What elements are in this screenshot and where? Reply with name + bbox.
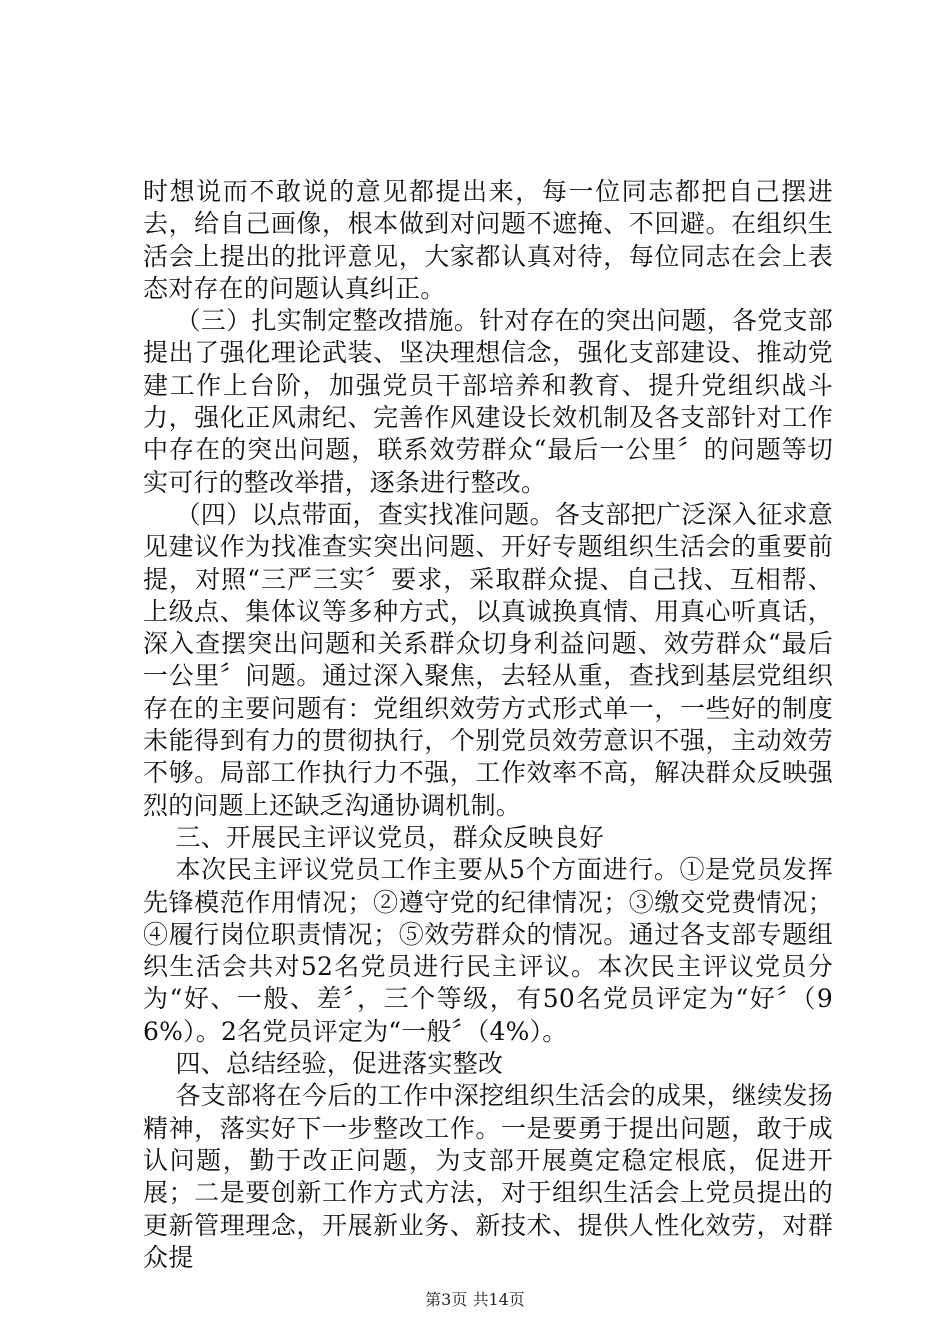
document-body	[143, 176, 833, 1274]
heading-summarize-experience: 四、总结经验，促进落实整改	[175, 1049, 504, 1079]
page-footer	[0, 1290, 950, 1310]
heading-democratic-evaluation: 三、开展民主评议党员，群众反映良好	[175, 822, 604, 852]
paragraph-future-work: 各支部将在今后的工作中深挖组织生活会的成果，继续发扬精神，落实好下一步整改工作。一是要勇于提出问题，敢于成认问题，勤于改正问题，为支部开展奠定稳定根底，促进开展；二是要创新工作方式方法，对于组织生活会上党员提出的更新管理理念，开展新业务、新技术、提供人性化效劳，对群众提	[143, 1081, 833, 1272]
paragraph-evaluation-details: 本次民主评议党员工作主要从5个方面进行。①是党员发挥先锋模范作用情况；②遵守党的纪律情况；③缴交党费情况；④履行岗位职责情况；⑤效劳群众的情况。通过各支部专题组织生活会共对52名党员进行民主评议。本次民主评议党员分为“好、一般、差〞，三个等级，有50名党员评定为“好〞（96%）。2名党员评定为“一般〞（4%）。	[143, 855, 833, 1046]
paragraph-continuation: 时想说而不敢说的意见都提出来，每一位同志都把自己摆进去，给自己画像，根本做到对问题不遮掩、不回避。在组织生活会上提出的批评意见，大家都认真对待，每位同志在会上表态对存在的问题认真纠正。	[143, 177, 833, 303]
paragraph-section-4-problems: （四）以点带面，查实找准问题。各支部把广泛深入征求意见建议作为找准查实突出问题、开好专题组织生活会的重要前提，对照“三严三实〞要求，采取群众提、自己找、互相帮、上级点、集体议等多种方式，以真诚换真情、用真心听真话，深入查摆突出问题和关系群众切身利益问题、效劳群众“最后一公里〞问题。通过深入聚焦，去轻从重，查找到基层党组织存在的主要问题有：党组织效劳方式形式单一，一些好的制度未能得到有力的贯彻执行，个别党员效劳意识不强，主动效劳不够。局部工作执行力不强，工作效率不高，解决群众反映强烈的问题上还缺乏沟通协调机制。	[143, 499, 833, 820]
page-number: 第3页 共14页	[425, 1290, 525, 1309]
paragraph-section-3-rectification: （三）扎实制定整改措施。针对存在的突出问题，各党支部提出了强化理论武装、坚决理想信念，强化支部建设、推动党建工作上台阶，加强党员干部培养和教育、提升党组织战斗力，强化正风肃纪、完善作风建设长效机制及各支部针对工作中存在的突出问题，联系效劳群众“最后一公里〞的问题等切实可行的整改举措，逐条进行整改。	[143, 306, 833, 497]
